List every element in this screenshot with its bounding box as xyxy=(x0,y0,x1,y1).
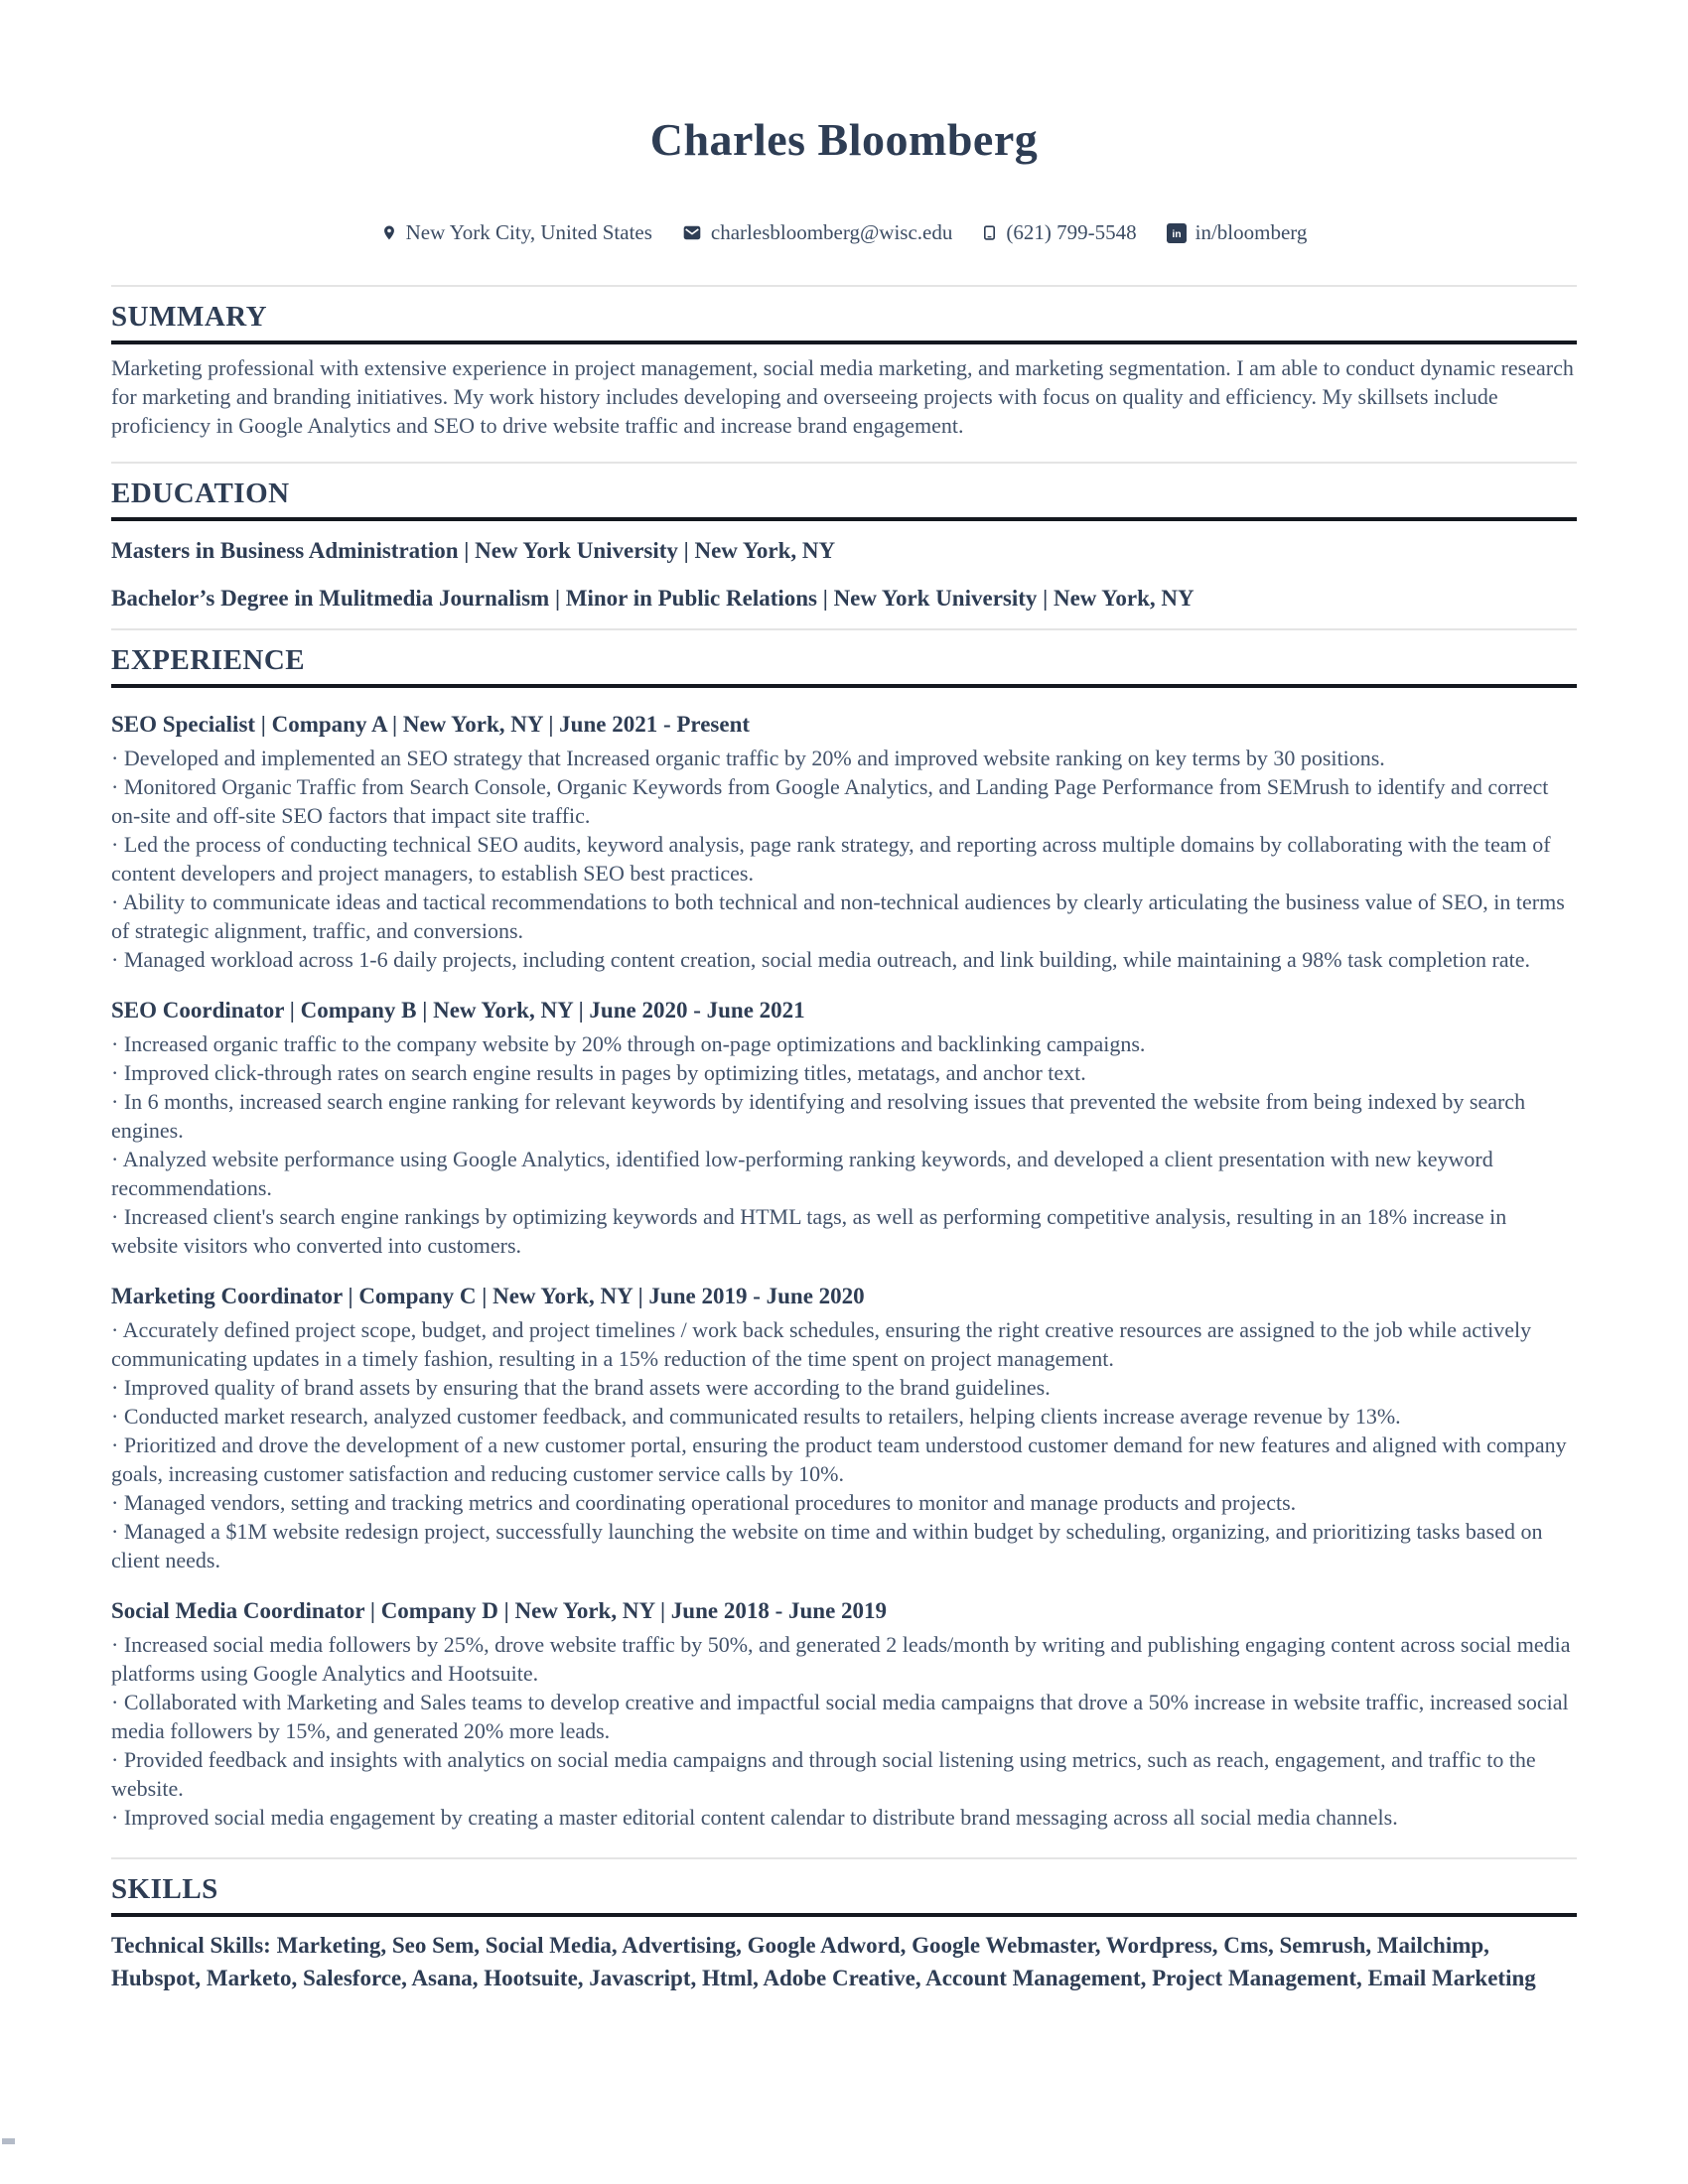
experience-section xyxy=(111,628,1577,1832)
contact-phone-text: (621) 799-5548 xyxy=(1006,220,1137,244)
skills-text: Technical Skills: Marketing, Seo Sem, Social Media, Advertising, Google Adword, Google Webmaster, Wordpress, Cms, Semrush, Mailchimp, Hubspot, Marketo, Salesforce, Asana, Hootsuite, Javascript, Html, Adobe Creative, Account Management, Project Management, Email Marketing xyxy=(111,1933,1536,1990)
linkedin-icon xyxy=(1167,223,1187,243)
job-bullet: · Ability to communicate ideas and tactical recommendations to both technical and non-technical audiences by clearly articulating the business value of SEO, in terms of strategic alignment, traffic, and conversions. xyxy=(111,887,1577,945)
job-bullet: · Improved social media engagement by creating a master editorial content calendar to distribute brand messaging across all social media channels. xyxy=(111,1803,1577,1832)
heading-rule xyxy=(111,517,1577,521)
education-section-title: EDUCATION xyxy=(111,478,290,509)
job-bullet: · Conducted market research, analyzed customer feedback, and communicated results to retailers, helping clients increase average revenue by 13%. xyxy=(111,1402,1577,1431)
experience-section-title: EXPERIENCE xyxy=(111,644,306,676)
education-item: Bachelor’s Degree in Mulitmedia Journalism | Minor in Public Relations | New York University | New York, NY xyxy=(111,586,1195,611)
education-section xyxy=(111,462,1577,614)
summary-section-title: SUMMARY xyxy=(111,301,268,333)
job-entry xyxy=(111,996,1577,1260)
contact-location xyxy=(381,220,652,245)
job-bullet: · Led the process of conducting technical SEO audits, keyword analysis, page rank strategy, and reporting across multiple domains by collaborating with the team of content developers and project managers, to establish SEO best practices. xyxy=(111,830,1577,887)
svg-text:in: in xyxy=(1171,228,1182,240)
section-divider xyxy=(111,285,1577,287)
job-bullet: · Prioritized and drove the development of a new customer portal, ensuring the product team understood customer demand for new features and aligned with company goals, increasing customer satisfaction and reducing customer service calls by 10%. xyxy=(111,1431,1577,1488)
skills-section-title: SKILLS xyxy=(111,1873,218,1905)
job-bullet: · Managed workload across 1-6 daily projects, including content creation, social media outreach, and link building, while maintaining a 98% task completion rate. xyxy=(111,945,1577,974)
contact-phone xyxy=(982,220,1136,245)
job-bullet: · Increased client's search engine rankings by optimizing keywords and HTML tags, as well as performing competitive analysis, resulting in an 18% increase in website visitors who converted into customers. xyxy=(111,1202,1577,1260)
job-entry xyxy=(111,710,1577,974)
summary-text: Marketing professional with extensive experience in project management, social media marketing, and marketing segmentation. I am able to conduct dynamic research for marketing and branding initiatives. My work history includes developing and overseeing projects with focus on quality and efficiency. My skillsets include proficiency in Google Analytics and SEO to drive website traffic and increase brand engagement. xyxy=(111,355,1574,438)
skills-section xyxy=(111,1857,1577,1994)
contact-location-text: New York City, United States xyxy=(405,220,652,244)
job-entry xyxy=(111,1282,1577,1574)
page-artifact xyxy=(2,2138,15,2144)
contact-linkedin xyxy=(1167,220,1308,245)
section-divider xyxy=(111,462,1577,464)
job-bullet: · Managed a $1M website redesign project, successfully launching the website on time and within budget by scheduling, organizing, and prioritizing tasks based on client needs. xyxy=(111,1517,1577,1574)
job-bullet: · Increased social media followers by 25%, drove website traffic by 50%, and generated 2 leads/month by writing and publishing engaging content across social media platforms using Google Analytics and Hootsuite. xyxy=(111,1630,1577,1688)
education-item: Masters in Business Administration | New York University | New York, NY xyxy=(111,538,836,563)
envelope-icon xyxy=(682,223,702,242)
phone-icon xyxy=(982,222,997,243)
summary-section xyxy=(111,285,1577,440)
job-bullet: · Improved quality of brand assets by ensuring that the brand assets were according to the brand guidelines. xyxy=(111,1373,1577,1402)
job-title: SEO Coordinator | Company B | New York, NY | June 2020 - June 2021 xyxy=(111,998,805,1023)
section-divider xyxy=(111,1857,1577,1859)
resume-header xyxy=(111,111,1577,245)
job-bullet: · Improved click-through rates on search engine results in pages by optimizing titles, metatags, and anchor text. xyxy=(111,1058,1577,1087)
job-bullet: · In 6 months, increased search engine ranking for relevant keywords by identifying and resolving issues that prevented the website from being indexed by search engines. xyxy=(111,1087,1577,1145)
contact-email-text: charlesbloomberg@wisc.edu xyxy=(710,220,953,244)
job-entry xyxy=(111,1596,1577,1832)
person-name: Charles Bloomberg xyxy=(649,114,1039,165)
heading-rule xyxy=(111,341,1577,344)
section-divider xyxy=(111,628,1577,630)
heading-rule xyxy=(111,684,1577,688)
job-bullet: · Developed and implemented an SEO strategy that Increased organic traffic by 20% and improved website ranking on key terms by 30 positions. xyxy=(111,744,1577,772)
job-bullet: · Analyzed website performance using Google Analytics, identified low-performing ranking keywords, and developed a client presentation with new keyword recommendations. xyxy=(111,1145,1577,1202)
job-title: Marketing Coordinator | Company C | New York, NY | June 2019 - June 2020 xyxy=(111,1284,865,1308)
job-bullet: · Provided feedback and insights with analytics on social media campaigns and through social listening using metrics, such as reach, engagement, and traffic to the website. xyxy=(111,1745,1577,1803)
job-bullet: · Accurately defined project scope, budget, and project timelines / work back schedules, ensuring the right creative resources are assigned to the job while actively communicating updates in a timely fashion, resulting in a 15% reduction of the time spent on project management. xyxy=(111,1315,1577,1373)
contact-row xyxy=(111,220,1577,245)
job-bullet: · Collaborated with Marketing and Sales teams to develop creative and impactful social media campaigns that drove a 50% increase in website traffic, increased social media followers by 15%, and generated 20% more leads. xyxy=(111,1688,1577,1745)
contact-email xyxy=(682,220,952,245)
contact-linkedin-text: in/bloomberg xyxy=(1195,220,1308,244)
job-title: SEO Specialist | Company A | New York, NY | June 2021 - Present xyxy=(111,712,751,737)
job-bullet: · Monitored Organic Traffic from Search Console, Organic Keywords from Google Analytics, and Landing Page Performance from SEMrush to identify and correct on-site and off-site SEO factors that impact site traffic. xyxy=(111,772,1577,830)
heading-rule xyxy=(111,1913,1577,1917)
job-bullet: · Increased organic traffic to the company website by 20% through on-page optimizations and backlinking campaigns. xyxy=(111,1029,1577,1058)
job-bullet: · Managed vendors, setting and tracking metrics and coordinating operational procedures to monitor and manage products and projects. xyxy=(111,1488,1577,1517)
job-title: Social Media Coordinator | Company D | New York, NY | June 2018 - June 2019 xyxy=(111,1598,888,1623)
location-pin-icon xyxy=(381,222,397,243)
